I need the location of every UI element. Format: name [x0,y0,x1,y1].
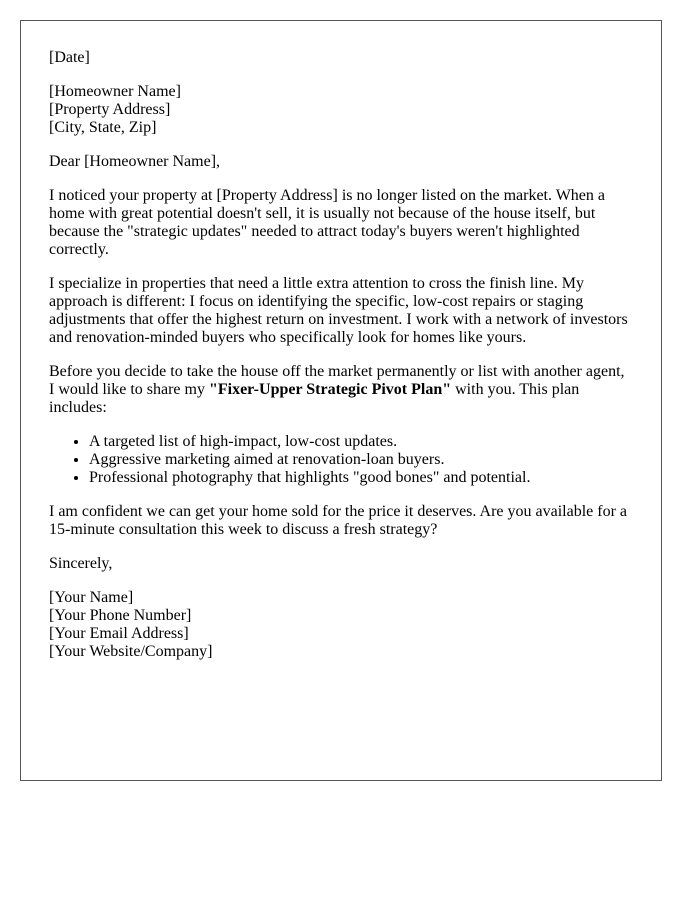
plan-paragraph [49,363,633,417]
plan-text-after: with you. This plan includes: [49,381,580,416]
sender-email: [Your Email Address] [49,625,189,642]
plan-list-item: • Professional photography that highlights "good bones" and potential. [89,469,633,487]
salutation: Dear [Homeowner Name], [49,153,221,170]
sender-block [49,589,633,661]
approach-paragraph: I specialize in properties that need a little extra attention to cross the finish line. My approach is different: I focus on identifying the specific, low-cost repairs or staging adjustments that offer the highest return on investment. I work with a network of investors and renovation-minded buyers who specifically look for homes like yours. [49,275,628,346]
recipient-name: [Homeowner Name] [49,83,181,100]
plan-text-before: Before you decide to take the house off the market permanently or list with another agent, I would like to share my [49,363,625,398]
letter-page [20,20,662,781]
sender-website: [Your Website/Company] [49,643,213,660]
signoff: Sincerely, [49,555,113,572]
intro-paragraph: I noticed your property at [Property Address] is no longer listed on the market. When a home with great potential doesn't sell, it is usually not because of the house itself, but because the "strategic updates" needed to attract today's buyers weren't highlighted correctly. [49,187,606,258]
plan-list [49,433,633,487]
recipient-address: [Property Address] [49,101,171,118]
recipient-block [49,83,633,137]
sender-phone: [Your Phone Number] [49,607,192,624]
recipient-city: [City, State, Zip] [49,119,157,136]
plan-list-item: • A targeted list of high-impact, low-cost updates. [89,433,633,451]
closing-paragraph: I am confident we can get your home sold for the price it deserves. Are you available for a 15-minute consultation this week to discuss a fresh strategy? [49,503,628,538]
plan-name: "Fixer-Upper Strategic Pivot Plan" [208,381,452,398]
sender-name: [Your Name] [49,589,134,606]
plan-list-item: • Aggressive marketing aimed at renovation-loan buyers. [89,451,633,469]
letter-date: [Date] [49,49,90,66]
